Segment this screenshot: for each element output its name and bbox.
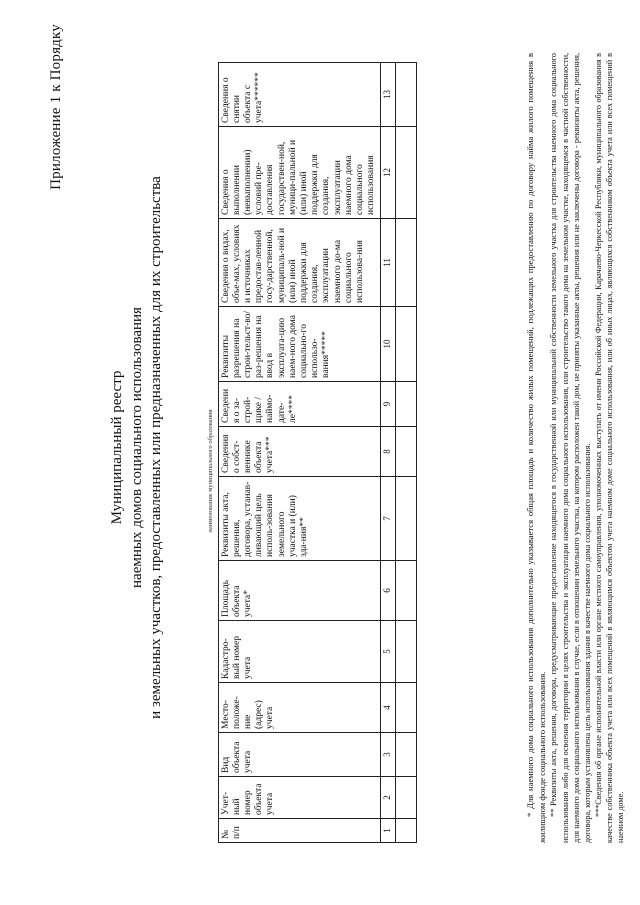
column-number-5: 5 (380, 621, 395, 683)
footnote-3: ***Сведения об органе исполнительной власти или органе местного самоуправления, уполномоченных выступать от имени Российской Федерации, Карачаево-Черкесской Республики, муниципального образования в качестве собственника объекта учета или всех помещений в являющимся объектом учета наемном доме социального использования, или об иных лицах, являющихся собственником объекта учета или всех помещений в наемном доме. (594, 53, 626, 843)
column-header-11: Сведения о видах, объе-мах, условиях и источниках предостав-ленной госу-дарственной, муниципаль-ной и (или) иной поддержки для создания, эксплуатации наемного до-ма социального использова-ния (218, 218, 380, 306)
title-line-1: Муниципальный реестр (109, 370, 125, 525)
footnote-1: * Для наемного дома социального использования дополнительно указывается общая площадь и количество жилых помещений, подлежащих предоставлению по договору найма жилого помещения в жилищном фонде социального использования. (525, 53, 547, 843)
table-cell (395, 621, 416, 683)
column-number-11: 11 (380, 218, 395, 306)
column-number-7: 7 (380, 477, 395, 561)
column-number-13: 13 (380, 62, 395, 126)
column-number-2: 2 (380, 777, 395, 819)
table-cell (395, 733, 416, 777)
table-cell (395, 819, 416, 843)
appendix-label: Приложение 1 к Порядку (48, 24, 64, 190)
table-cell (395, 218, 416, 306)
table-cell (395, 62, 416, 126)
column-number-row (380, 62, 395, 842)
footnote-2: ** Реквизиты акта, решения, договора, предусматривающие предоставление находящегося в государственной или муниципальной собственности земельного участка для строительства наемного дома социального использования либо для освоения территории в целях строительства и эксплуатации наемного дома социального использования, или строительство такого дома на земельном участке, находящемся в частной собственности, для наемного дома социального использования в случае, если в отношении земельного участка, на котором расположен такой дом, не приняты указанные акты, решения или не заключены договора - реквизиты акта, решения, договора, которым установлена цель использования здания в качестве наемного дома социального использования. (549, 53, 592, 843)
column-number-1: 1 (380, 819, 395, 843)
column-header-2: Учет-ный номер объекта учета (218, 777, 380, 819)
column-header-13: Сведения о снятии объекта с учета****** (218, 62, 380, 126)
document-title (108, 70, 167, 825)
column-number-12: 12 (380, 126, 395, 218)
column-header-6: Площадь объекта учета* (218, 561, 380, 621)
table-cell (395, 683, 416, 733)
column-header-8: Сведения о собст-венникe объекта учета*** (218, 427, 380, 477)
table-cell (395, 427, 416, 477)
column-number-10: 10 (380, 306, 395, 381)
table-header-row (218, 62, 380, 842)
column-header-10: Реквизиты разрешения на строи-тельст-во/раз-решения на ввод в эксплуата-цию наем-ного дома социально-го использо-вания***** (218, 306, 380, 381)
municipality-caption: наименование муниципального образования (206, 381, 218, 560)
footnotes (525, 53, 626, 843)
registry-table (206, 62, 417, 843)
table-cell (395, 306, 416, 381)
municipality-caption-row (206, 62, 218, 842)
table-cell (395, 477, 416, 561)
column-number-9: 9 (380, 381, 395, 426)
column-number-8: 8 (380, 427, 395, 477)
title-line-3: и земельных участков, предоставленных или предназначенных для их строительства (148, 176, 164, 719)
column-header-4: Место-положе-ние (адрес) учета (218, 683, 380, 733)
column-header-1: № п/п (218, 819, 380, 843)
column-number-4: 4 (380, 683, 395, 733)
table-cell (395, 777, 416, 819)
column-header-12: Сведения о выполнении (невыполнении) условий пре-доставления государствен-ной, муници-пальной и (или) иной поддержки для создания, эксплуатации наемного дома социального использования (218, 126, 380, 218)
table-cell (395, 126, 416, 218)
table-cell (395, 381, 416, 426)
column-header-5: Кадастро-вый номер учета (218, 621, 380, 683)
column-number-3: 3 (380, 733, 395, 777)
column-header-3: Вид объекта учета (218, 733, 380, 777)
table-row (395, 62, 416, 842)
title-line-2: наемных домов социального использования (128, 307, 145, 588)
column-header-7: Реквизиты акта, решения, договора, устанав-ливающий цель исполь-зования земельного участка и (или) зда-ния** (218, 477, 380, 561)
column-number-6: 6 (380, 561, 395, 621)
column-header-9: Сведения о за-строй-щике /наймо-дате-ле**** (218, 381, 380, 426)
table-cell (395, 561, 416, 621)
